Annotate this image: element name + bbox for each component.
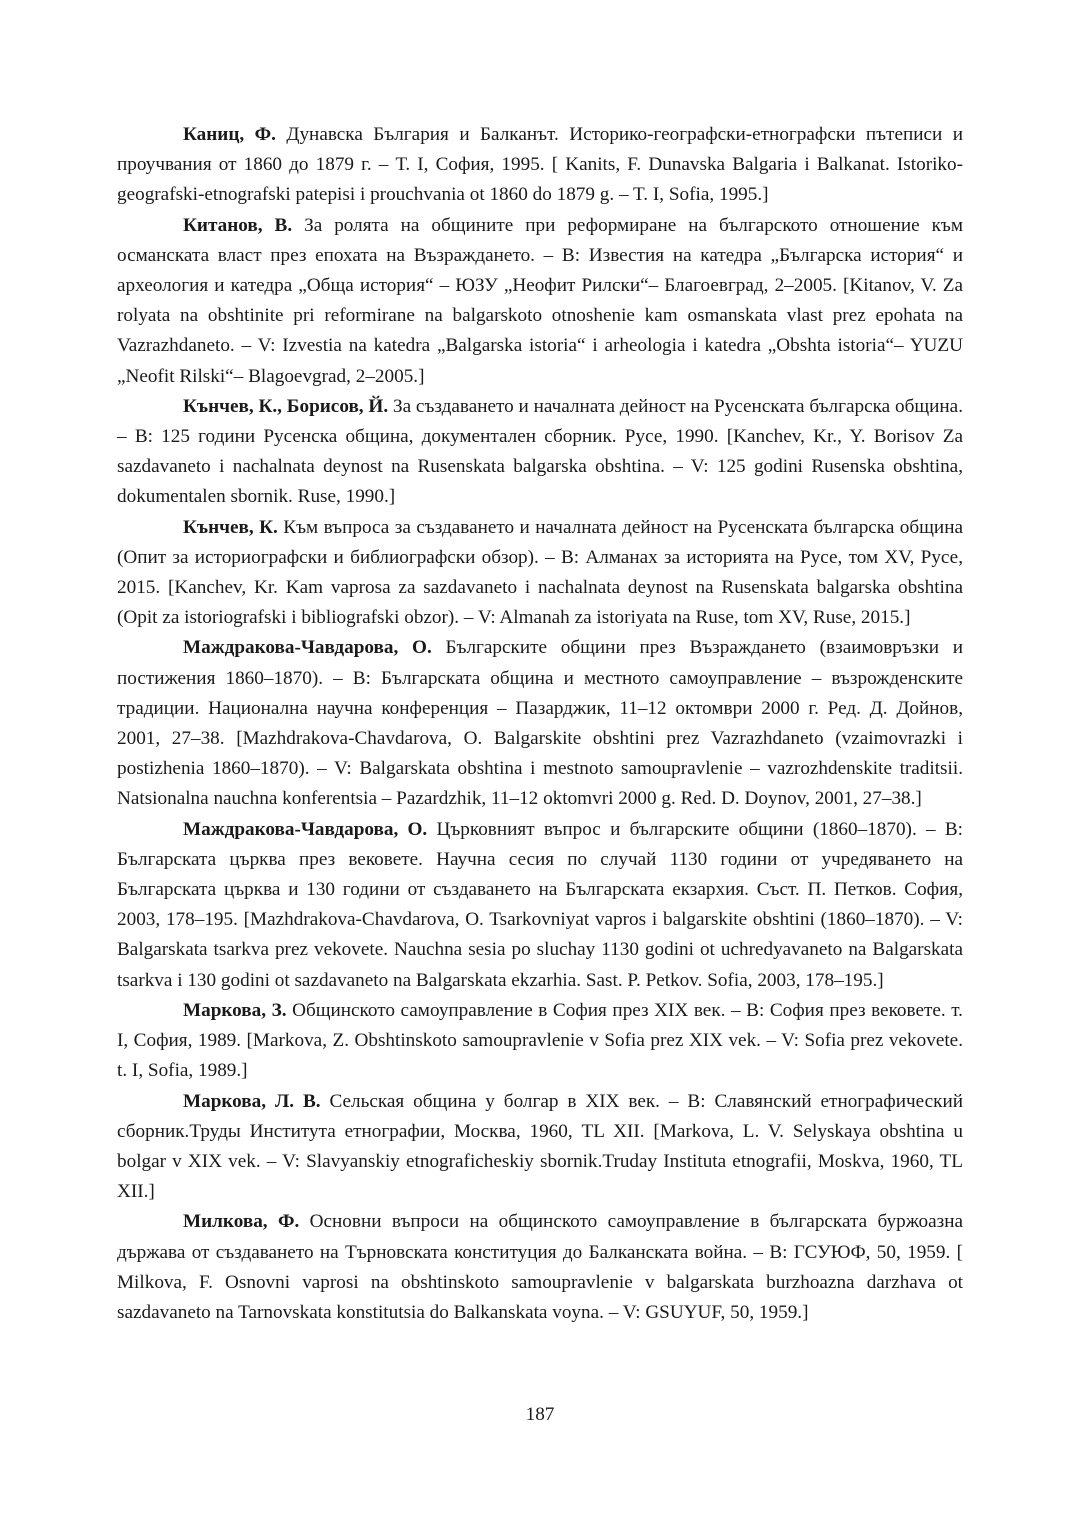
entry-text: Сельская община у болгар в XIX век. – В: Славянский етнографический сборник.Труды Института етнографии, Москва, 1960, TL XII. [Markova, L. V. Selyskaya obshtina u bolgar v XIX vek. – V: Slavyanskiy etnograficheskiy sbornik.Truday Instituta etnografii, Moskva, 1960, TL XII.] bbox=[117, 1090, 964, 1203]
bibliography-entry bbox=[117, 815, 963, 996]
entry-text: Към въпроса за създаването и началната дейност на Русенската българска община (Опит за историографски и библиографски обзор). – В: Алманах за историята на Русе, том XV, Русе, 2015. [Kanchev, Kr. Kam vaprosa za sazdavaneto i nachalnata deynost na Rusenskata balgarska obshtina (Opit za istoriografski i bibliografski obzor). – V: Almanah za istoriyata na Ruse, tom XV, Ruse, 2015.] bbox=[117, 516, 963, 629]
entry-author: Маждракова-Чавдарова, О. bbox=[183, 637, 432, 659]
entry-author: Маждракова-Чавдарова, О. bbox=[183, 818, 428, 840]
entry-text: Основни въпроси на общинското самоуправление в българската буржоазна държава от създаването на Търновската конституция до Балканската война. – В: ГСУЮФ, 50, 1959. [ Milkova, F. Osnovni vaprosi na obshtinskoto samoupravlenie v balgarskata burzhoazna darzhava ot sazdavaneto na Tarnovskata konstitutsia do Balkanskata voyna. – V: GSUYUF, 50, 1959.] bbox=[117, 1211, 963, 1323]
bibliography-entry bbox=[117, 1207, 963, 1328]
bibliography-entry bbox=[117, 633, 963, 814]
entry-text: За създаването и началната дейност на Русенската българска община. – В: 125 години Русенска община, документален сборник. Русе, 1990. [Kanchev, Kr., Y. Borisov Za sazdavaneto i nachalnata deynost na Rusenskata balgarska obshtina. – V: 125 godini Rusenska obshtina, dokumentalen sbornik. Ruse, 1990.] bbox=[117, 395, 963, 508]
entry-author: Маркова, З. bbox=[183, 999, 287, 1021]
bibliography-entry bbox=[117, 392, 963, 513]
entry-text: Общинското самоуправление в София през XIX век. – В: София през вековете. т. I, София, 1989. [Markova, Z. Obshtinskoto samoupravlenie v Sofia prez XIX vek. – V: Sofia prez vekovete. t. I, Sofia, 1989.] bbox=[117, 999, 963, 1082]
bibliography-list bbox=[117, 120, 963, 1328]
entry-author: Кънчев, К., Борисов, Й. bbox=[183, 395, 389, 417]
bibliography-entry bbox=[117, 513, 963, 634]
bibliography-entry bbox=[117, 120, 963, 211]
entry-author: Кънчев, К. bbox=[183, 516, 278, 538]
entry-text: Църковният въпрос и българските общини (1860–1870). – В: Българската църква през вековете. Научна сесия по случай 1130 години от учредяването на Българската църква и 130 години от създаването на Българската екзархия. Съст. П. Петков. София, 2003, 178–195. [Mazhdrakova-Chavdarova, O. Tsarkovniyat vapros i balgarskite obshtini (1860–1870). – V: Balgarskata tsarkva prez vekovete. Nauchna sesia po sluchay 1130 godini ot uchredyavaneto na Balgarskata tsarkva i 130 godini ot sazdavaneto na Balgarskata ekzarhia. Sast. P. Petkov. Sofia, 2003, 178–195.] bbox=[117, 818, 963, 991]
bibliography-entry bbox=[117, 211, 963, 392]
entry-text: Дунавска България и Балканът. Историко-географски-етнографски пътеписи и проучвания от 1860 до 1879 г. – Т. I, София, 1995. [ Kanits, F. Dunavska Balgaria i Balkanat. Istoriko-geografski-etnografski patepisi i prouchvania ot 1860 do 1879 g. – T. I, Sofia, 1995.] bbox=[117, 124, 963, 206]
page-number: 187 bbox=[525, 1404, 555, 1425]
entry-author: Милкова, Ф. bbox=[183, 1211, 300, 1233]
bibliography-entry bbox=[117, 996, 963, 1087]
entry-author: Китанов, В. bbox=[183, 214, 293, 236]
entry-text: Българските общини през Възраждането (взаимовръзки и постижения 1860–1870). – В: Българската община и местното самоуправление – възрожденските традиции. Национална научна конференция – Пазарджик, 11–12 октомври 2000 г. Ред. Д. Дойнов, 2001, 27–38. [Mazhdrakova-Chavdarova, O. Balgarskite obshtini prez Vazrazhdaneto (vzaimovrazki i postizhenia 1860–1870). – V: Balgarskata obshtina i mestnoto samoupravlenie – vazrozhdenskite traditsii. Natsionalna nauchna konferentsia – Pazardzhik, 11–12 oktomvri 2000 g. Red. D. Doynov, 2001, 27–38.] bbox=[117, 637, 963, 810]
entry-author: Маркова, Л. В. bbox=[183, 1090, 321, 1112]
entry-text: За ролята на общините при реформиране на българското отношение към османската власт през епохата на Възраждането. – В: Известия на катедра „Българска история“ и археология и катедра „Обща история“ – ЮЗУ „Неофит Рилски“– Благоевград, 2–2005. [Kitanov, V. Za rolyata na obshtinite pri reformirane na balgarskoto otnoshenie kam osmanskata vlast prez epohata na Vazrazhdaneto. – V: Izvestia na katedra „Balgarska istoria“ i arheologia i katedra „Obshta istoria“– YUZU „Neofit Rilski“– Blagoevgrad, 2–2005.] bbox=[117, 214, 963, 387]
bibliography-entry bbox=[117, 1087, 963, 1208]
entry-author: Каниц, Ф. bbox=[183, 124, 276, 145]
